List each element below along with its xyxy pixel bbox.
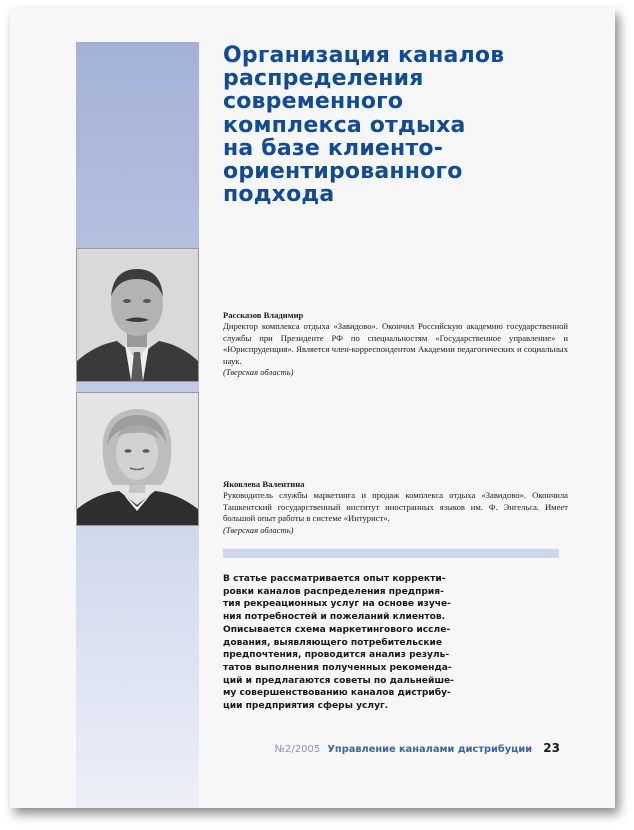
author-photo-yakovleva [76, 392, 199, 526]
abstract-line: тия рекреационных услуг на основе изуче- [223, 599, 451, 610]
page-number: 23 [543, 741, 560, 755]
article-abstract [223, 573, 485, 713]
author-region: (Тверская область) [223, 524, 294, 535]
author-photo-rasskazov [76, 248, 199, 382]
author-name: Рассказов Владимир [223, 310, 304, 320]
abstract-line: ции предприятия сферы услуг. [223, 701, 389, 712]
title-line: современного [223, 89, 404, 115]
author-region: (Тверская область) [223, 367, 294, 378]
abstract-line: В статье рассматривается опыт корректи- [223, 574, 446, 584]
title-line: на базе клиенто- [223, 135, 444, 161]
abstract-line: предпочтения, проводится анализ резуль- [223, 650, 450, 661]
author-bio-2 [223, 479, 568, 536]
author-description: Директор комплекса отдыха «Завидово». Окончил Российскую академию государственной службы при Президенте РФ по специальностям «Государственное управление» и «Юриспруденция». Является член-корреспондентом Академии педагогических и социальных наук. [223, 321, 568, 366]
title-line: Организация каналов [223, 43, 505, 68]
abstract-line: ровки каналов распределения предприя- [223, 586, 444, 597]
page-footer [260, 741, 560, 755]
abstract-line: ций и предлагаются советы по дальнейше- [223, 675, 454, 686]
abstract-line: ния потребностей и пожеланий клиентов. [223, 612, 446, 623]
title-line: подхода [223, 182, 335, 208]
author-bio-1 [223, 310, 568, 378]
author-name: Яковлева Валентина [223, 479, 305, 489]
abstract-line: му совершенствованию каналов дистрибу- [223, 688, 451, 699]
abstract-line: татов выполнения полученных рекоменда- [223, 662, 452, 673]
abstract-line: дования, выявляющего потребительские [223, 637, 443, 648]
author-description: Руководитель службы маркетинга и продаж комплекса отдыха «Завидово». Окончила Ташкентский государственный институт иностранных языков им. Ф. Энгельса. Имеет большой опыт работы в системе «Интурист». [223, 490, 568, 524]
abstract-line: Описывается схема маркетингового иссле- [223, 624, 451, 635]
article-title [223, 44, 563, 206]
title-line: ориентированного [223, 159, 463, 185]
issue-number: №2/2005 [274, 744, 321, 755]
section-divider-bar [223, 549, 559, 558]
title-line: распределения [223, 66, 424, 92]
title-line: комплекса отдыха [223, 112, 466, 138]
journal-name: Управление каналами дистрибуции [327, 744, 533, 755]
magazine-page [10, 8, 615, 808]
